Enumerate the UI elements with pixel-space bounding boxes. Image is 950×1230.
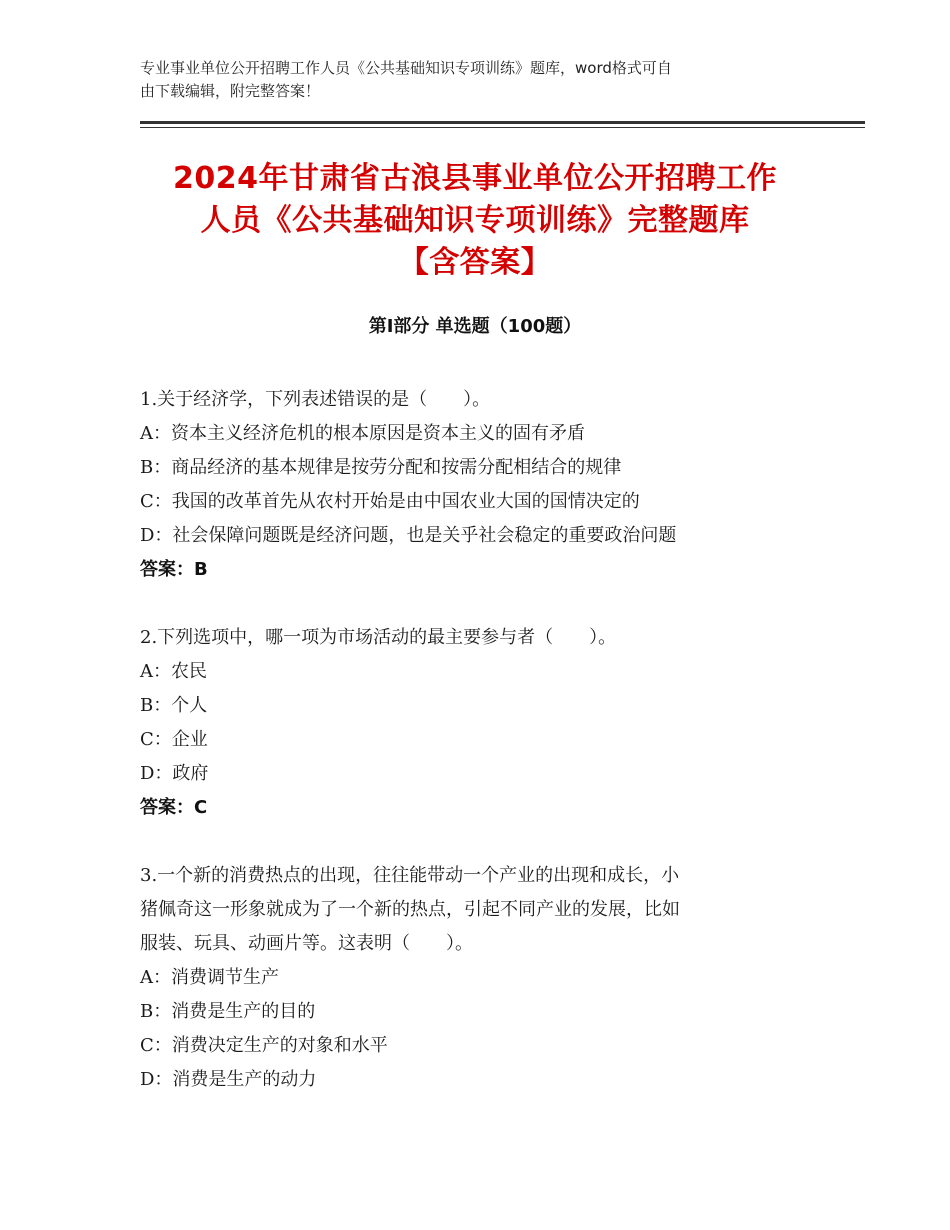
question-3 (140, 859, 810, 1097)
option-a: A：农民 (140, 661, 207, 682)
option-b: B：个人 (140, 695, 208, 716)
header-note-line: 专业事业单位公开招聘工作人员《公共基础知识专项训练》题库，word格式可自 (140, 59, 672, 77)
title-line: 2024年甘肃省古浪县事业单位公开招聘工作 (173, 161, 777, 196)
option-a: A：资本主义经济危机的根本原因是资本主义的固有矛盾 (140, 423, 585, 444)
question-stem: 1.关于经济学，下列表述错误的是（ ）。 (140, 389, 491, 410)
option-d: D：消费是生产的动力 (140, 1069, 317, 1090)
question-2 (140, 621, 810, 825)
section-heading: 第Ⅰ部分 单选题（100题） (368, 316, 582, 337)
question-stem (140, 859, 810, 961)
header-rule-thick (140, 121, 865, 124)
stem-line: 猪佩奇这一形象就成为了一个新的热点，引起不同产业的发展，比如 (140, 899, 680, 920)
option-b: B：消费是生产的目的 (140, 1001, 316, 1022)
option-d: D：政府 (140, 763, 209, 784)
option-d: D：社会保障问题既是经济问题，也是关乎社会稳定的重要政治问题 (140, 525, 677, 546)
stem-line: 3.一个新的消费热点的出现，往往能带动一个产业的出现和成长，小 (140, 865, 680, 886)
header-note-line: 由下载编辑，附完整答案！ (140, 82, 321, 100)
question-stem: 2.下列选项中，哪一项为市场活动的最主要参与者（ ）。 (140, 627, 617, 648)
question-1 (140, 383, 810, 587)
question-list (140, 383, 810, 1131)
document-title (120, 158, 830, 284)
option-a: A：消费调节生产 (140, 967, 279, 988)
header-note (140, 57, 810, 103)
stem-line: 服装、玩具、动画片等。这表明（ ）。 (140, 933, 473, 954)
answer-label: 答案：C (140, 797, 208, 818)
option-c: C：企业 (140, 729, 208, 750)
option-c: C：我国的改革首先从农村开始是由中国农业大国的国情决定的 (140, 491, 640, 512)
option-c: C：消费决定生产的对象和水平 (140, 1035, 388, 1056)
title-line: 【含答案】 (398, 245, 552, 280)
header-rule-thin (140, 127, 865, 128)
title-line: 人员《公共基础知识专项训练》完整题库 (200, 203, 750, 238)
answer-label: 答案：B (140, 559, 208, 580)
option-b: B：商品经济的基本规律是按劳分配和按需分配相结合的规律 (140, 457, 622, 478)
